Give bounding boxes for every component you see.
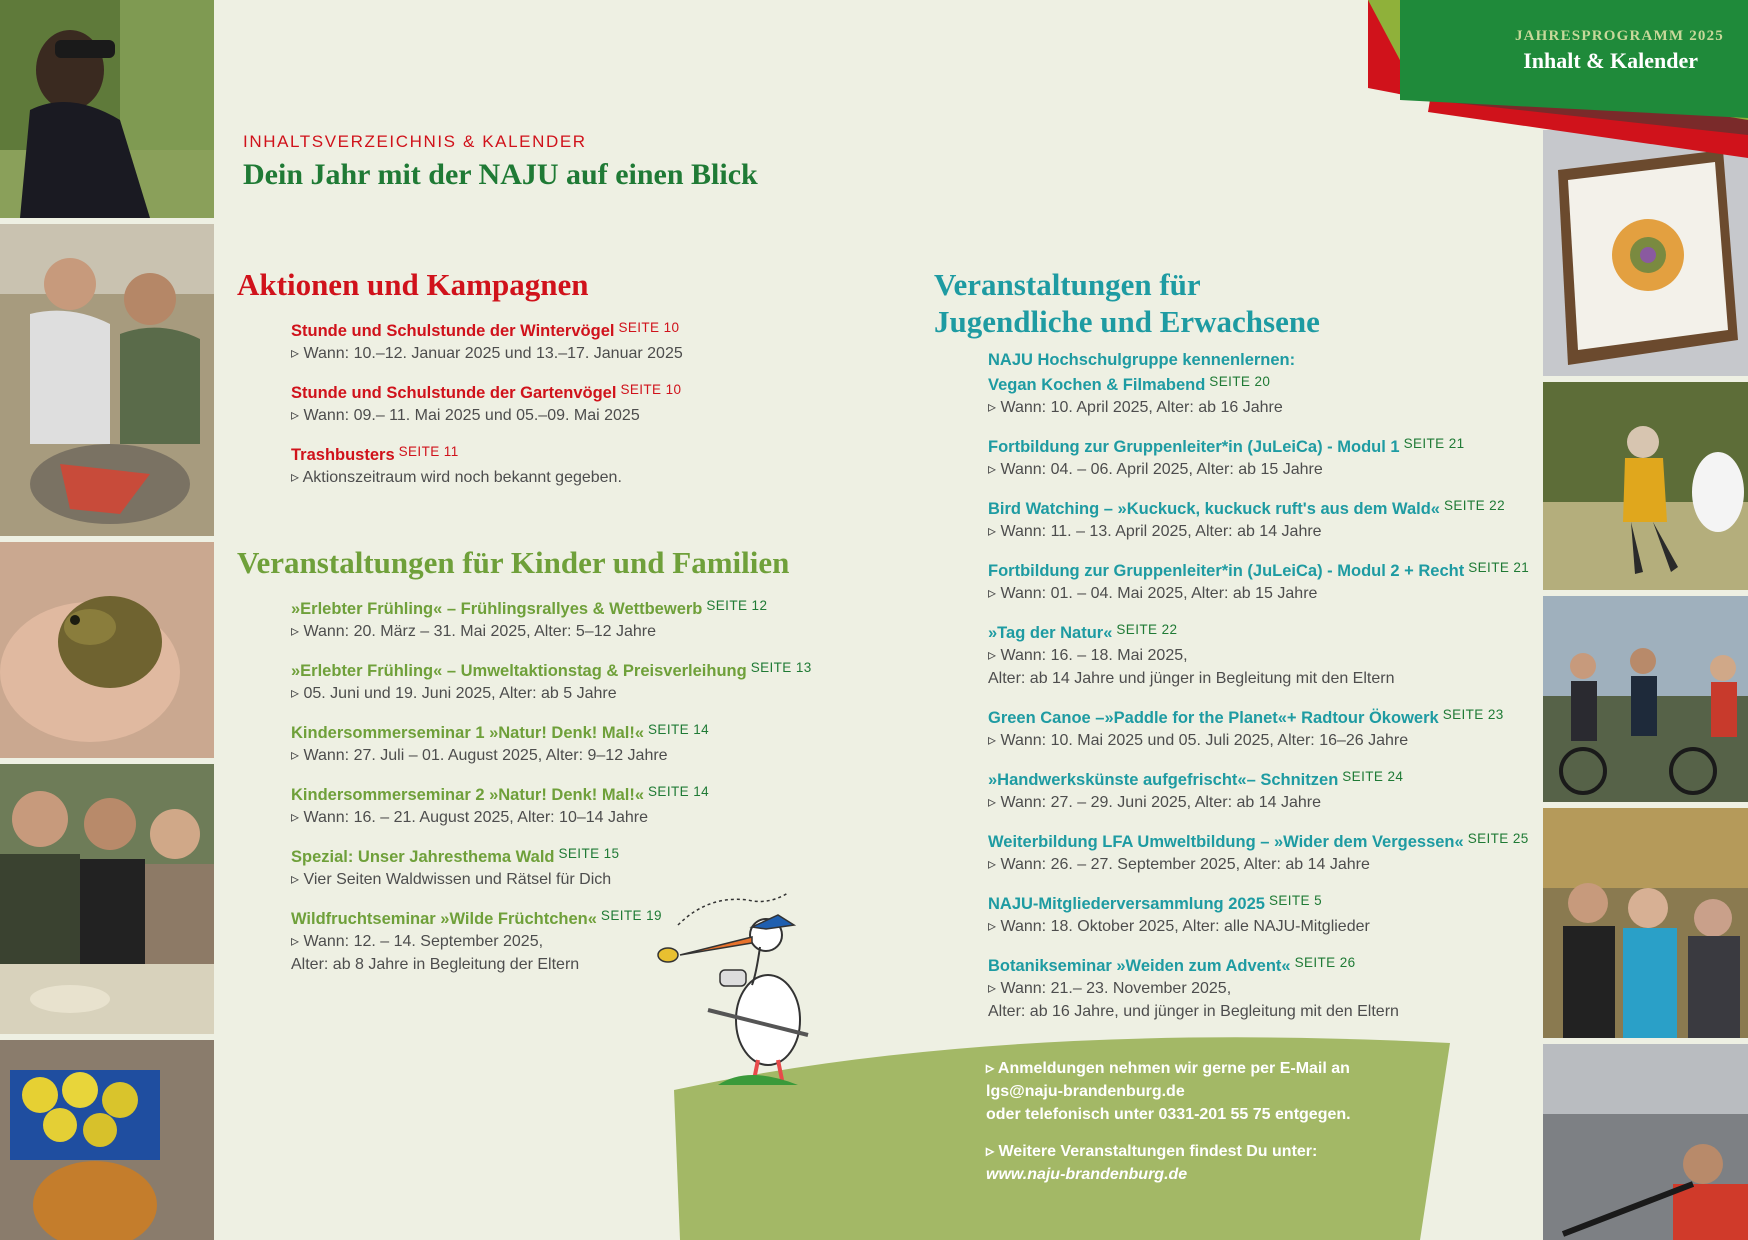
page-ref: SEITE 14	[648, 722, 710, 737]
item-title: NAJU Hochschulgruppe kennenlernen: Vegan Kochen & Filmabend	[988, 351, 1296, 394]
item-title: Spezial: Unser Jahresthema Wald	[291, 848, 555, 866]
corner-banner	[1368, 0, 1748, 160]
item-detail: ▹ Wann: 26. – 27. September 2025, Alter: ab 14 Jahre	[988, 856, 1370, 873]
page-ref: SEITE 14	[648, 784, 710, 799]
item-title: Fortbildung zur Gruppenleiter*in (JuLeiCa) - Modul 1	[988, 438, 1400, 456]
photo-canoe-lake	[1543, 1044, 1748, 1240]
section-heading: Veranstaltungen für Kinder und Familien	[237, 545, 790, 580]
item-detail: ▹ Wann: 16. – 18. Mai 2025, Alter: ab 14 Jahre und jünger in Begleitung mit den Eltern	[988, 647, 1395, 687]
banner-kicker: JAHRESPROGRAMM 2025	[1514, 28, 1724, 44]
list-item	[291, 379, 857, 427]
photo-quinces-pumpkin	[0, 1040, 214, 1240]
page-ref: SEITE 21	[1468, 560, 1530, 575]
list-item	[291, 317, 857, 365]
list-item	[988, 766, 1534, 814]
list-item	[291, 595, 877, 643]
banner-title: Inhalt & Kalender	[1523, 48, 1698, 73]
item-title: Fortbildung zur Gruppenleiter*in (JuLeiCa) - Modul 2 + Recht	[988, 562, 1465, 580]
item-detail: ▹ Wann: 09.– 11. Mai 2025 und 05.–09. Mai 2025	[291, 407, 640, 424]
page-ref: SEITE 22	[1444, 498, 1505, 513]
item-detail: ▹ Vier Seiten Waldwissen und Rätsel für Dich	[291, 871, 612, 888]
list-item	[291, 843, 877, 891]
item-title: Green Canoe –»Paddle for the Planet«+ Radtour Ökowerk	[988, 709, 1439, 727]
page-title: Dein Jahr mit der NAJU auf einen Blick	[243, 158, 758, 191]
item-detail: ▹ Wann: 01. – 04. Mai 2025, Alter: ab 15 Jahre	[988, 585, 1318, 602]
page-ref: SEITE 15	[558, 846, 620, 861]
item-title: »Erlebter Frühling« – Umweltaktionstag & Preisverleihung	[291, 662, 747, 680]
photo-frog	[0, 542, 214, 758]
photo-bread-snack	[1543, 130, 1748, 376]
item-title: Stunde und Schulstunde der Wintervögel	[291, 322, 615, 340]
page-ref: SEITE 10	[620, 382, 682, 397]
page-ref: SEITE 12	[706, 598, 768, 613]
section-heading-line2: Jugendliche und Erwachsene	[934, 304, 1320, 339]
page-ref: SEITE 24	[1342, 769, 1404, 784]
page-ref: SEITE 22	[1116, 622, 1178, 637]
list-item	[291, 441, 857, 489]
heron-mascot-illustration	[648, 885, 818, 1085]
info-more-events: ▹ Weitere Veranstaltungen findest Du unter:	[986, 1143, 1318, 1160]
list-item	[291, 719, 877, 767]
section-aktionen	[237, 266, 857, 503]
item-detail: ▹ Wann: 20. März – 31. Mai 2025, Alter: 5–12 Jahre	[291, 623, 656, 640]
list-item	[988, 495, 1534, 543]
list-item	[291, 781, 877, 829]
item-detail: ▹ Wann: 11. – 13. April 2025, Alter: ab 14 Jahre	[988, 523, 1322, 540]
item-title: Wildfruchtseminar »Wilde Früchtchen«	[291, 910, 597, 928]
info-phone: oder telefonisch unter 0331-201 55 75 entgegen.	[986, 1106, 1351, 1123]
info-email-link[interactable]: lgs@naju-brandenburg.de	[986, 1083, 1185, 1100]
info-box	[986, 1057, 1366, 1186]
page-ref: SEITE 25	[1467, 831, 1529, 846]
list-item	[988, 704, 1534, 752]
item-detail: ▹ Wann: 12. – 14. September 2025, Alter: ab 8 Jahre in Begleitung der Eltern	[291, 933, 580, 973]
list-item	[988, 433, 1534, 481]
item-detail: ▹ Wann: 27. Juli – 01. August 2025, Alter: 9–12 Jahre	[291, 747, 668, 764]
list-item	[988, 557, 1534, 605]
item-detail: ▹ Wann: 04. – 06. April 2025, Alter: ab 15 Jahre	[988, 461, 1323, 478]
photo-cyclists	[1543, 596, 1748, 802]
photo-boy-net	[1543, 382, 1748, 590]
section-heading: Aktionen und Kampagnen	[237, 267, 589, 302]
page-ref: SEITE 21	[1403, 436, 1465, 451]
page-ref: SEITE 26	[1294, 955, 1356, 970]
item-title: »Tag der Natur«	[988, 624, 1113, 642]
list-item	[988, 350, 1534, 419]
item-detail: ▹ Wann: 27. – 29. Juni 2025, Alter: ab 14 Jahre	[988, 794, 1321, 811]
section-heading-line1: Veranstaltungen für	[934, 267, 1201, 302]
list-item	[291, 657, 877, 705]
item-detail: ▹ Wann: 10.–12. Januar 2025 und 13.–17. Januar 2025	[291, 345, 683, 362]
item-detail: ▹ Wann: 10. Mai 2025 und 05. Juli 2025, Alter: 16–26 Jahre	[988, 732, 1409, 749]
item-detail: ▹ Aktionszeitraum wird noch bekannt gegeben.	[291, 469, 622, 486]
page-ref: SEITE 23	[1442, 707, 1504, 722]
list-item	[988, 619, 1534, 690]
page-ref: SEITE 20	[1209, 374, 1271, 389]
item-detail: ▹ Wann: 10. April 2025, Alter: ab 16 Jahre	[988, 399, 1283, 416]
list-item	[988, 890, 1534, 938]
list-item	[988, 828, 1534, 876]
page-ref: SEITE 13	[750, 660, 812, 675]
photo-group-willows	[1543, 808, 1748, 1038]
item-title: Botanikseminar »Weiden zum Advent«	[988, 957, 1291, 975]
item-title: Stunde und Schulstunde der Gartenvögel	[291, 384, 617, 402]
item-title: Kindersommerseminar 2 »Natur! Denk! Mal!«	[291, 786, 645, 804]
page-ref: SEITE 10	[618, 320, 680, 335]
item-title: »Handwerkskünste aufgefrischt«– Schnitzen	[988, 771, 1339, 789]
photo-children-cooking	[0, 764, 214, 1034]
item-title: »Erlebter Frühling« – Frühlingsrallyes & Wettbewerb	[291, 600, 703, 618]
list-item	[988, 952, 1534, 1023]
page-ref: SEITE 19	[600, 908, 662, 923]
info-website-link[interactable]: www.naju-brandenburg.de	[986, 1166, 1188, 1183]
item-detail: ▹ Wann: 18. Oktober 2025, Alter: alle NAJU-Mitglieder	[988, 918, 1370, 935]
info-registration: ▹ Anmeldungen nehmen wir gerne per E-Mail an	[986, 1060, 1350, 1077]
page-ref: SEITE 5	[1268, 893, 1323, 908]
photo-binoculars	[0, 0, 214, 218]
item-title: Weiterbildung LFA Umweltbildung – »Wider dem Vergessen«	[988, 833, 1464, 851]
photo-kids-table	[0, 224, 214, 536]
section-jugend	[934, 266, 1534, 1037]
item-detail: ▹ Wann: 16. – 21. August 2025, Alter: 10–14 Jahre	[291, 809, 649, 826]
item-title: Trashbusters	[291, 446, 395, 464]
item-title: Kindersommerseminar 1 »Natur! Denk! Mal!«	[291, 724, 645, 742]
toc-kicker: INHALTSVERZEICHNIS & KALENDER	[243, 132, 587, 151]
item-detail: ▹ 05. Juni und 19. Juni 2025, Alter: ab 5 Jahre	[291, 685, 617, 702]
item-title: Bird Watching – »Kuckuck, kuckuck ruft's aus dem Wald«	[988, 500, 1440, 518]
item-detail: ▹ Wann: 21.– 23. November 2025, Alter: ab 16 Jahre, und jünger in Begleitung mit den Eltern	[988, 980, 1399, 1020]
item-title: NAJU-Mitgliederversammlung 2025	[988, 895, 1265, 913]
page-ref: SEITE 11	[398, 444, 459, 459]
